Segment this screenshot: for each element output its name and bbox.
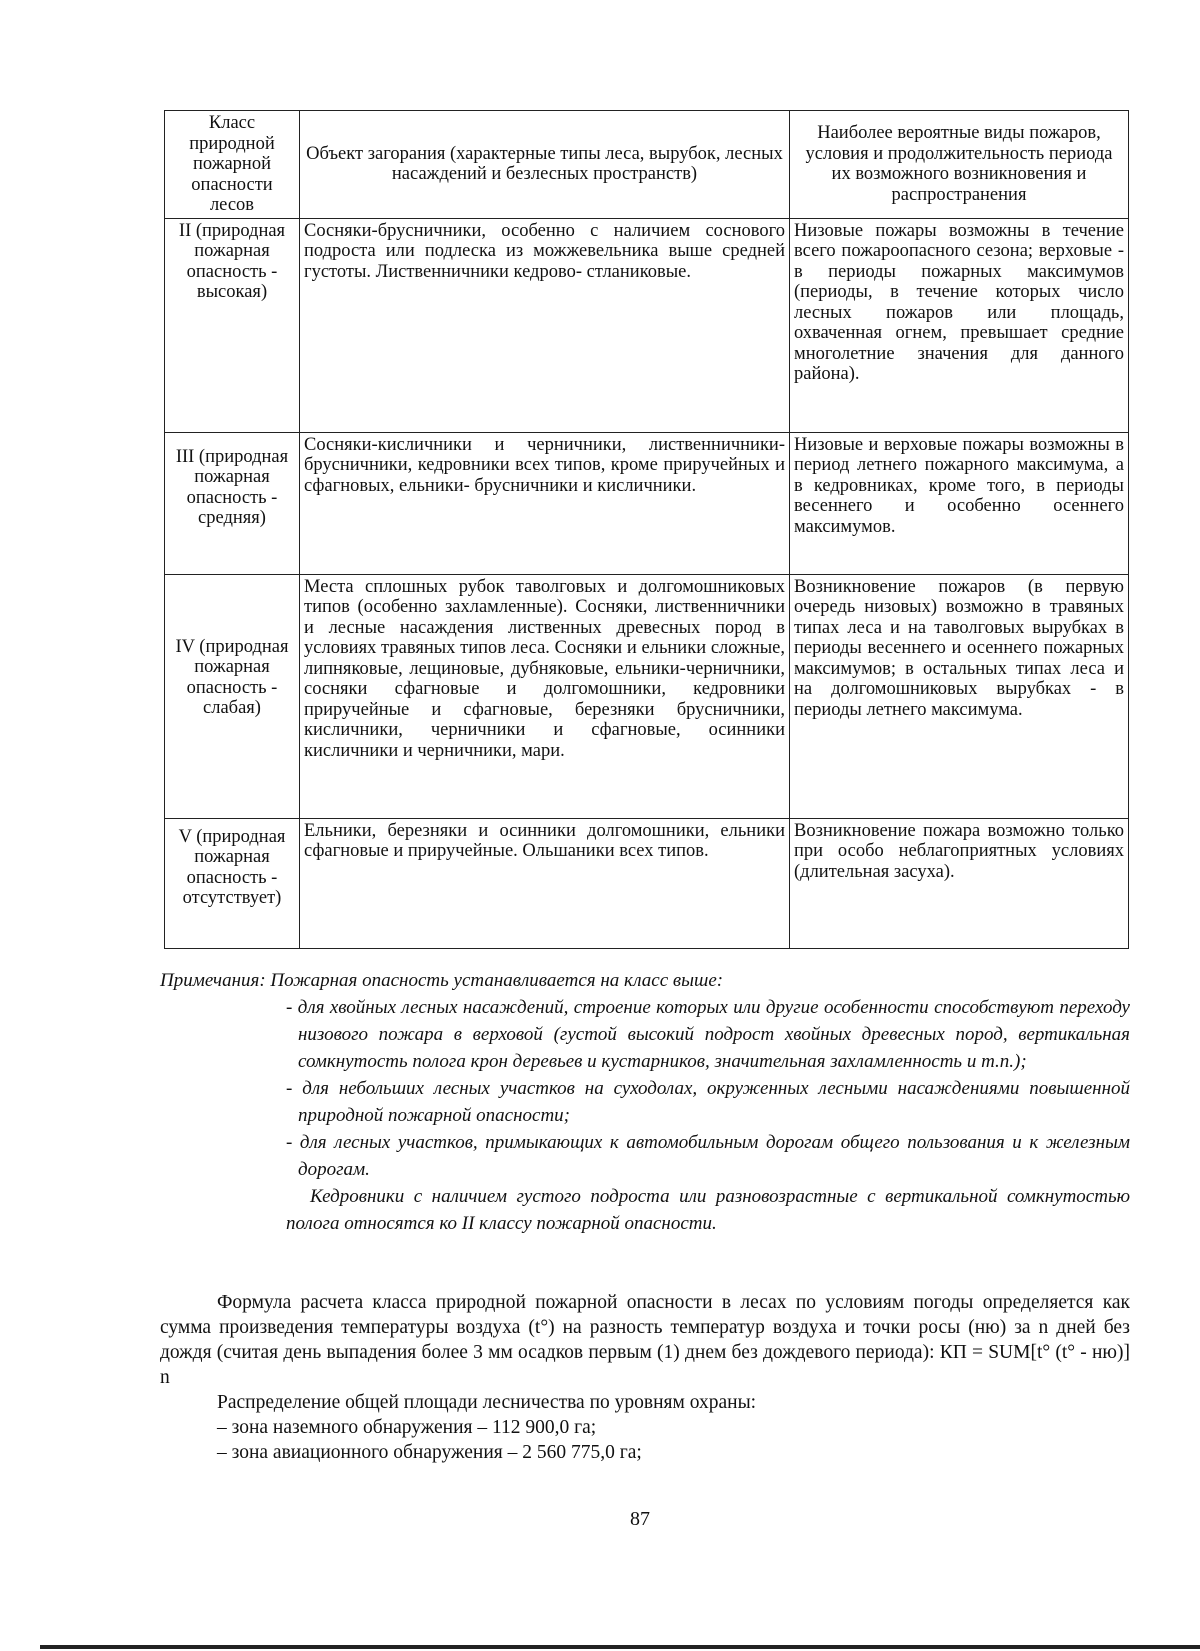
object-cell: Сосняки-кисличники и черничники, лиственничники-брусничники, кедровники всех типов, кроме приручейных и сфагновых, ельники- брусничники и кисличники. xyxy=(300,432,790,574)
object-cell: Места сплошных рубок таволговых и долгомошниковых типов (особенно захламленные). Сосняки, лиственничники и лесные насаждения лиственных древесных пород в условиях травяных типов леса. Сосняки и ельники сложные, липняковые, лещиновые, дубняковые, ельники-черничники, сосняки сфагновые и долгомошники, кедровники приручейные и сфагновые, березняки брусничники, кисличники, черничники и сфагновые, осинники кисличники и черничники, мари. xyxy=(300,574,790,818)
class-cell: IV (природная пожарная опасность - слабая) xyxy=(165,574,300,818)
table-header-row xyxy=(165,111,1129,219)
zone-aviation-item: – зона авиационного обнаружения – 2 560 775,0 га; xyxy=(217,1442,642,1463)
fires-cell: Низовые и верховые пожары возможны в период летнего пожарного максимума, а в кедровниках, кроме того, в периоды весеннего и особенно осеннего максимумов. xyxy=(790,432,1129,574)
class-cell: II (природная пожарная опасность - высокая) xyxy=(165,218,300,432)
table-row xyxy=(165,218,1129,432)
note-extra: Кедровники с наличием густого подроста или разновозрастные с вертикальной сомкнутостью полога относятся ко II классу пожарной опасности. xyxy=(286,1186,1130,1234)
header-class: Класс природной пожарной опасности лесов xyxy=(165,111,300,219)
zone-ground-item: – зона наземного обнаружения – 112 900,0 га; xyxy=(217,1417,597,1438)
body-text xyxy=(160,1290,1130,1465)
table-row xyxy=(165,818,1129,948)
note-item: - для лесных участков, примыкающих к автомобильным дорогам общего пользования и к железным дорогам. xyxy=(286,1132,1130,1180)
fires-cell: Возникновение пожара возможно только при особо неблагоприятных условиях (длительная засуха). xyxy=(790,818,1129,948)
object-cell: Ельники, березняки и осинники долгомошники, ельники сфагновые и приручейные. Ольшаники всех типов. xyxy=(300,818,790,948)
header-object: Объект загорания (характерные типы леса, вырубок, лесных насаждений и безлесных пространств) xyxy=(300,111,790,219)
distribution-paragraph: Распределение общей площади лесничества по уровням охраны: xyxy=(217,1392,757,1413)
formula-paragraph: Формула расчета класса природной пожарной опасности в лесах по условиям погоды определяется как сумма произведения температуры воздуха (t°) на разность температур воздуха и точки росы (ню) за n дней без дождя (считая день выпадения более 3 мм осадков первым (1) днем без дождевого периода): КП = SUM[t° (t° - ню)] n xyxy=(160,1292,1130,1388)
page-number: 87 xyxy=(630,1508,650,1530)
fires-cell: Возникновение пожаров (в первую очередь низовых) возможно в травяных типах леса и на таволговых вырубках в периоды весеннего и осеннего пожарных максимумов; в остальных типах леса и на долгомошниковых вырубках - в периоды летнего максимума. xyxy=(790,574,1129,818)
note-item: - для хвойных лесных насаждений, строение которых или другие особенности способствуют переходу низового пожара в верховой (густой высокий подрост хвойных древесных пород, вертикальная сомкнутость полога крон деревьев и кустарников, значительная захламленность и т.п.); xyxy=(286,997,1130,1072)
notes-block xyxy=(160,967,1130,1237)
header-fires: Наиболее вероятные виды пожаров, условия и продолжительность периода их возможного возникновения и распространения xyxy=(790,111,1129,219)
notes-title: Примечания: Пожарная опасность устанавливается на класс выше: xyxy=(160,970,724,991)
note-item: - для небольших лесных участков на суходолах, окруженных лесными насаждениями повышенной природной пожарной опасности; xyxy=(286,1078,1130,1126)
fires-cell: Низовые пожары возможны в течение всего пожароопасного сезона; верховые - в периоды пожарных максимумов (периоды, в течение которых число лесных пожаров или площадь, охваченная огнем, превышает средние многолетние значения для данного района). xyxy=(790,218,1129,432)
fire-danger-table xyxy=(164,110,1129,949)
class-cell: V (природная пожарная опасность - отсутствует) xyxy=(165,818,300,948)
bottom-rule xyxy=(40,1645,1200,1649)
class-cell: III (природная пожарная опасность - средняя) xyxy=(165,432,300,574)
table-row xyxy=(165,574,1129,818)
table-row xyxy=(165,432,1129,574)
object-cell: Сосняки-брусничники, особенно с наличием соснового подроста или подлеска из можжевельника выше средней густоты. Лиственничники кедрово- стланиковые. xyxy=(300,218,790,432)
